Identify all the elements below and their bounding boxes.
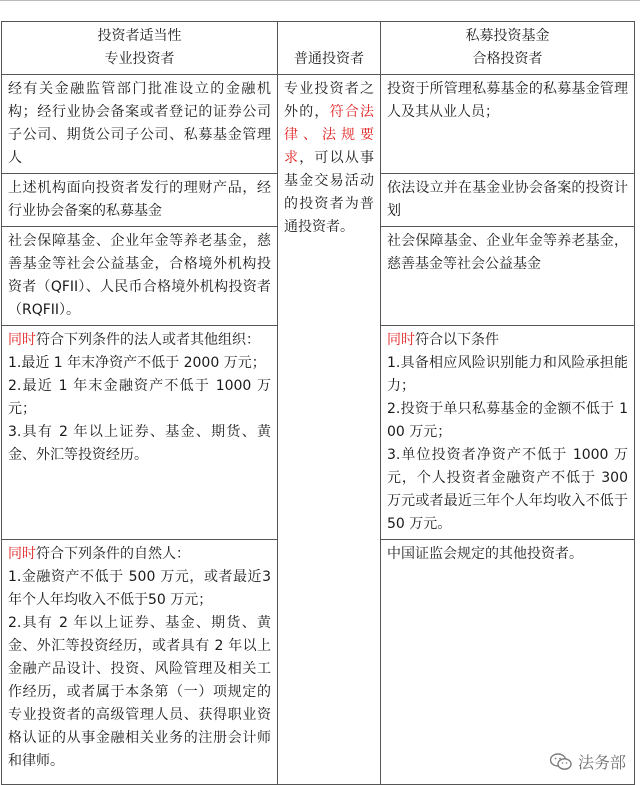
right-cell-qualified-conditions xyxy=(381,326,635,540)
header-col3-title: 私募投资基金 xyxy=(465,28,550,44)
left-cell-legal-entity-conditions xyxy=(2,326,278,540)
left-entity-item-3: 3.具有 2 年以上证券、基金、期货、黄金、外汇等投资经历。 xyxy=(8,424,271,463)
left-entity-item-2: 2.最近 1 年末金融资产不低于 1000 万元； xyxy=(8,378,271,417)
right-conditions-intro xyxy=(387,329,628,352)
middle-text-highlight: 符合法律、法规要求 xyxy=(284,104,375,166)
left-cell-natural-person-conditions xyxy=(2,540,278,785)
left-person-highlight: 同时 xyxy=(8,546,36,562)
middle-cell-ordinary-investor xyxy=(278,75,381,785)
table-row xyxy=(2,75,635,174)
middle-text-part1: 专业投资者之外的， xyxy=(284,81,374,120)
left-cell-wealth-products: 上述机构面向投资者发行的理财产品，经行业协会备案的私募基金 xyxy=(2,174,278,227)
right-condition-item-1: 1.具备相应风险识别能力和风险承担能力； xyxy=(387,355,628,394)
watermark-text: 法务部 xyxy=(577,753,626,772)
left-entity-highlight: 同时 xyxy=(8,332,36,348)
right-cell-investment-plans: 依法设立并在基金业协会备案的投资计划 xyxy=(381,174,635,227)
right-condition-item-3: 3.单位投资者净资产不低于 1000 万元，个人投资者金融资产不低于 300 万元或者最近三年个人年均收入不低于 50 万元。 xyxy=(387,447,628,532)
left-person-item-1: 1.金融资产不低于 500 万元，或者最近3 年个人年均收入不低于50 万元； xyxy=(8,569,271,608)
left-person-intro xyxy=(8,543,271,566)
table-header-row xyxy=(2,22,635,75)
header-professional-investor xyxy=(2,22,278,75)
left-entity-item-1: 1.最近 1 年末净资产不低于 2000 万元； xyxy=(8,355,266,371)
right-cell-pension-funds: 社会保障基金、企业年金等养老基金，慈善基金等社会公益基金 xyxy=(381,227,635,326)
left-entity-intro-text: 符合下列条件的法人或者其他组织： xyxy=(36,332,260,348)
header-ordinary-investor: 普通投资者 xyxy=(278,22,381,75)
right-condition-item-2: 2.投资于单只私募基金的金额不低于 100 万元； xyxy=(387,401,628,440)
right-cell-other-investors: 中国证监会规定的其他投资者。 xyxy=(381,540,635,785)
investor-suitability-table xyxy=(1,21,635,785)
right-conditions-intro-text: 符合以下条件 xyxy=(415,332,499,348)
header-col3-subtitle: 合格投资者 xyxy=(472,51,543,67)
left-person-intro-text: 符合下列条件的自然人： xyxy=(36,546,190,562)
wechat-icon xyxy=(550,753,572,771)
watermark xyxy=(550,750,626,773)
middle-text-part2: ，可以从事基金交易活动的投资者为普通投资者。 xyxy=(284,150,375,235)
header-col1-subtitle: 专业投资者 xyxy=(104,51,175,67)
left-person-item-2: 2.具有 2 年以上证券、基金、期货、黄金、外汇等投资经历，或者具有 2 年以上金融产品设计、投资、风险管理及相关工作经历，或者属于本条第（一）项规定的专业投资者的高级管理人员、获得职业资格认证的从事金融相关业务的注册会计师和律师。 xyxy=(8,615,271,769)
top-border-line xyxy=(0,0,640,1)
left-cell-financial-institutions: 经有关金融监管部门批准设立的金融机构；经行业协会备案或者登记的证券公司子公司、期货公司子公司、私募基金管理人 xyxy=(2,75,278,174)
right-conditions-highlight: 同时 xyxy=(387,332,415,348)
left-cell-pension-funds: 社会保障基金、企业年金等养老基金，慈善基金等社会公益基金，合格境外机构投资者（QFII）、人民币合格境外机构投资者（RQFII）。 xyxy=(2,227,278,326)
header-col1-title: 投资者适当性 xyxy=(97,28,182,44)
left-entity-intro xyxy=(8,329,271,352)
right-cell-fund-managers: 投资于所管理私募基金的私募基金管理人及其从业人员； xyxy=(381,75,635,174)
header-private-fund-investor xyxy=(381,22,635,75)
